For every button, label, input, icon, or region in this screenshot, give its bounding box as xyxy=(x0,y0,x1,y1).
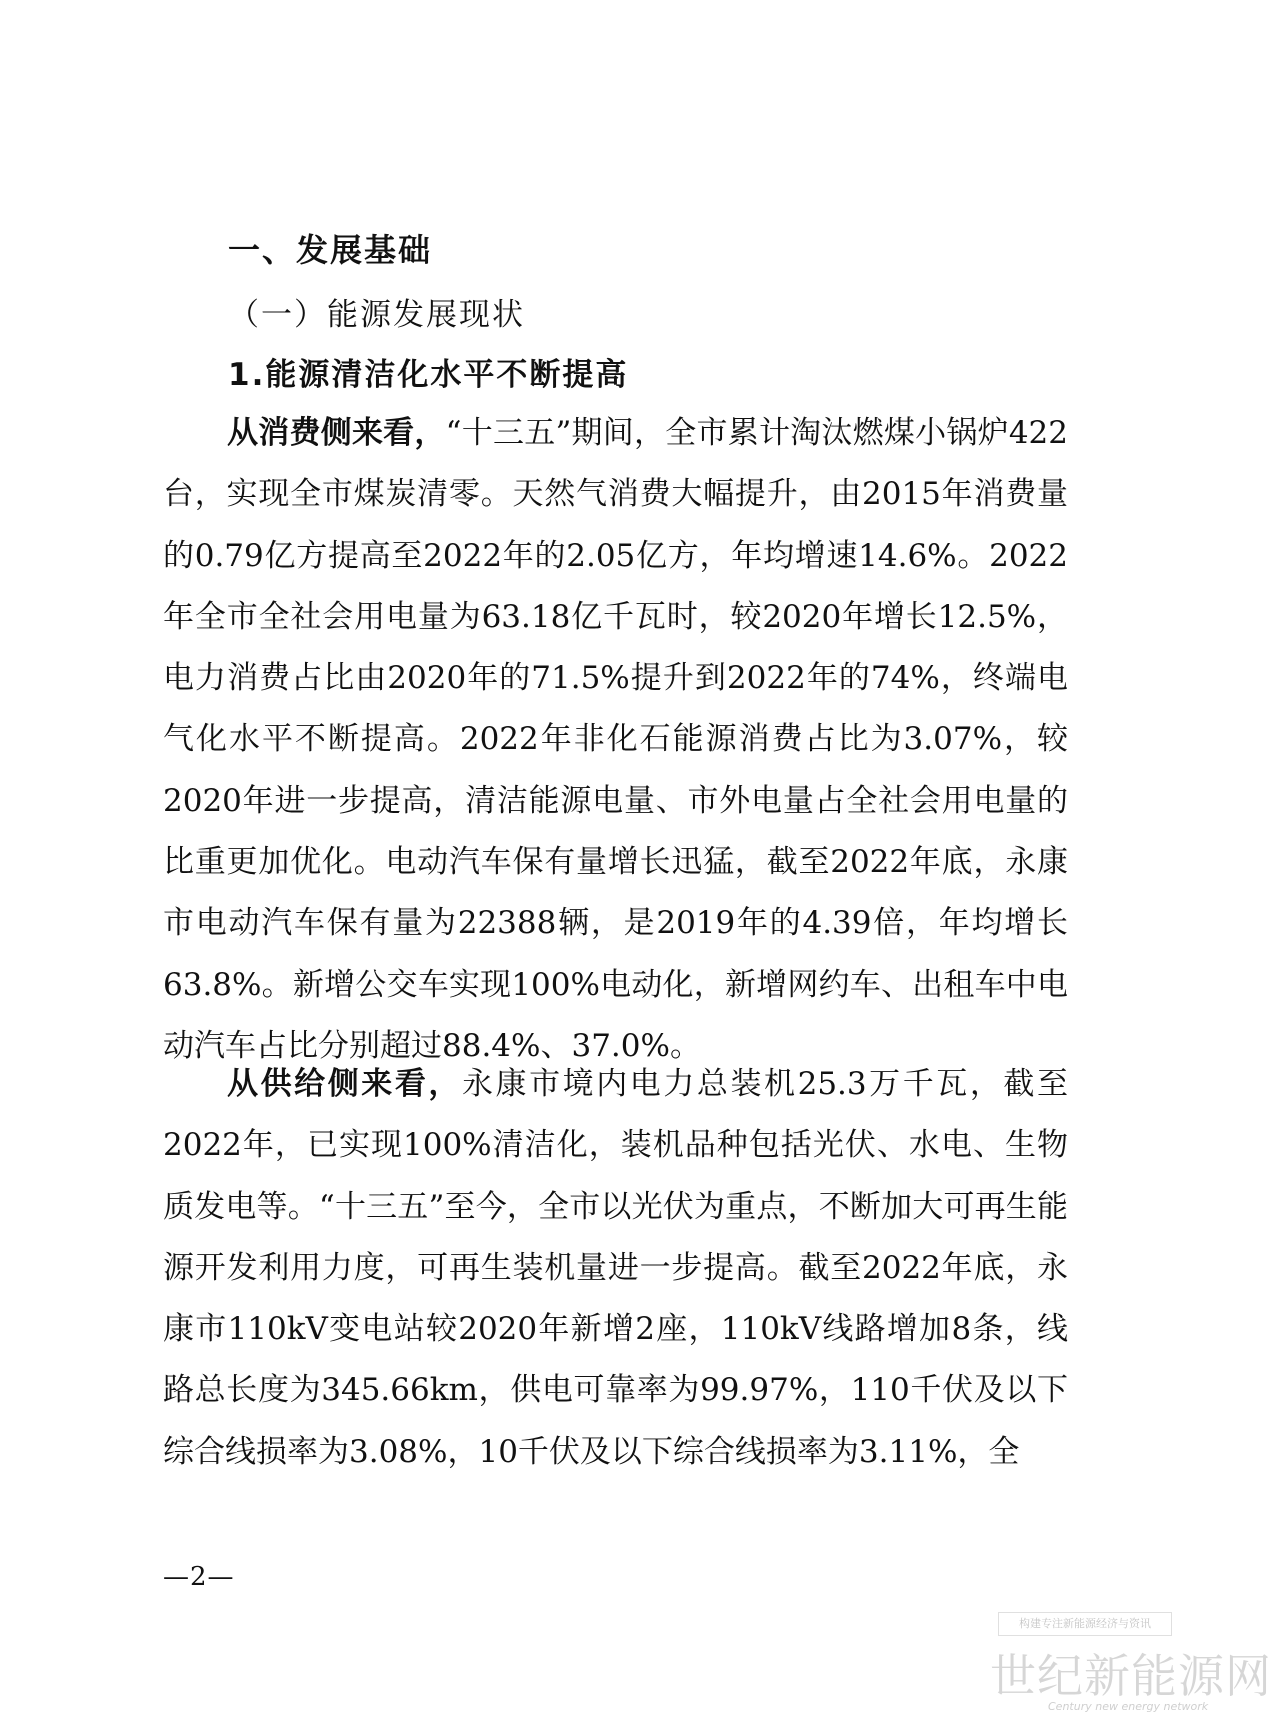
paragraph-text: “十三五”期间，全市累计淘汰燃煤小锅炉422台，实现全市煤炭清零。天然气消费大幅提升，由2015年消费量的0.79亿方提高至2022年的2.05亿方，年均增速14.6%。2022年全市全社会用电量为63.18亿千瓦时，较2020年增长12.5%，电力消费占比由2020年的71.5%提升到2022年的74%，终端电气化水平不断提高。2022年非化石能源消费占比为3.07%，较2020年进一步提高，清洁能源电量、市外电量占全社会用电量的比重更加优化。电动汽车保有量增长迅猛，截至2022年底，永康市电动汽车保有量为22388辆，是2019年的4.39倍，年均增长63.8%。新增公交车实现100%电动化，新增网约车、出租车中电动汽车占比分别超过88.4%、37.0%。 xyxy=(163,415,1068,1064)
paragraph-lead: 从供给侧来看， xyxy=(227,1066,462,1102)
paragraph-lead: 从消费侧来看， xyxy=(227,415,446,451)
consumption-paragraph xyxy=(163,403,1068,1077)
item-heading: 1.能源清洁化水平不断提高 xyxy=(228,357,629,393)
page-number: —2— xyxy=(163,1562,235,1592)
section-heading: 一、发展基础 xyxy=(228,231,433,269)
watermark xyxy=(990,1612,1272,1722)
watermark-box-text: 构建专注新能源经济与资讯 xyxy=(998,1612,1172,1636)
subsection-heading: （一）能源发展现状 xyxy=(228,297,525,333)
watermark-subtitle: Century new energy network xyxy=(1048,1700,1209,1713)
watermark-title: 世纪新能源网 xyxy=(990,1649,1272,1703)
paragraph-text: 永康市境内电力总装机25.3万千瓦，截至2022年，已实现100%清洁化，装机品种包括光伏、水电、生物质发电等。“十三五”至今，全市以光伏为重点，不断加大可再生能源开发利用力度，可再生装机量进一步提高。截至2022年底，永康市110kV变电站较2020年新增2座，110kV线路增加8条，线路总长度为345.66km，供电可靠率为99.97%，110千伏及以下综合线损率为3.08%，10千伏及以下综合线损率为3.11%，全 xyxy=(163,1066,1068,1470)
supply-paragraph xyxy=(163,1054,1068,1483)
